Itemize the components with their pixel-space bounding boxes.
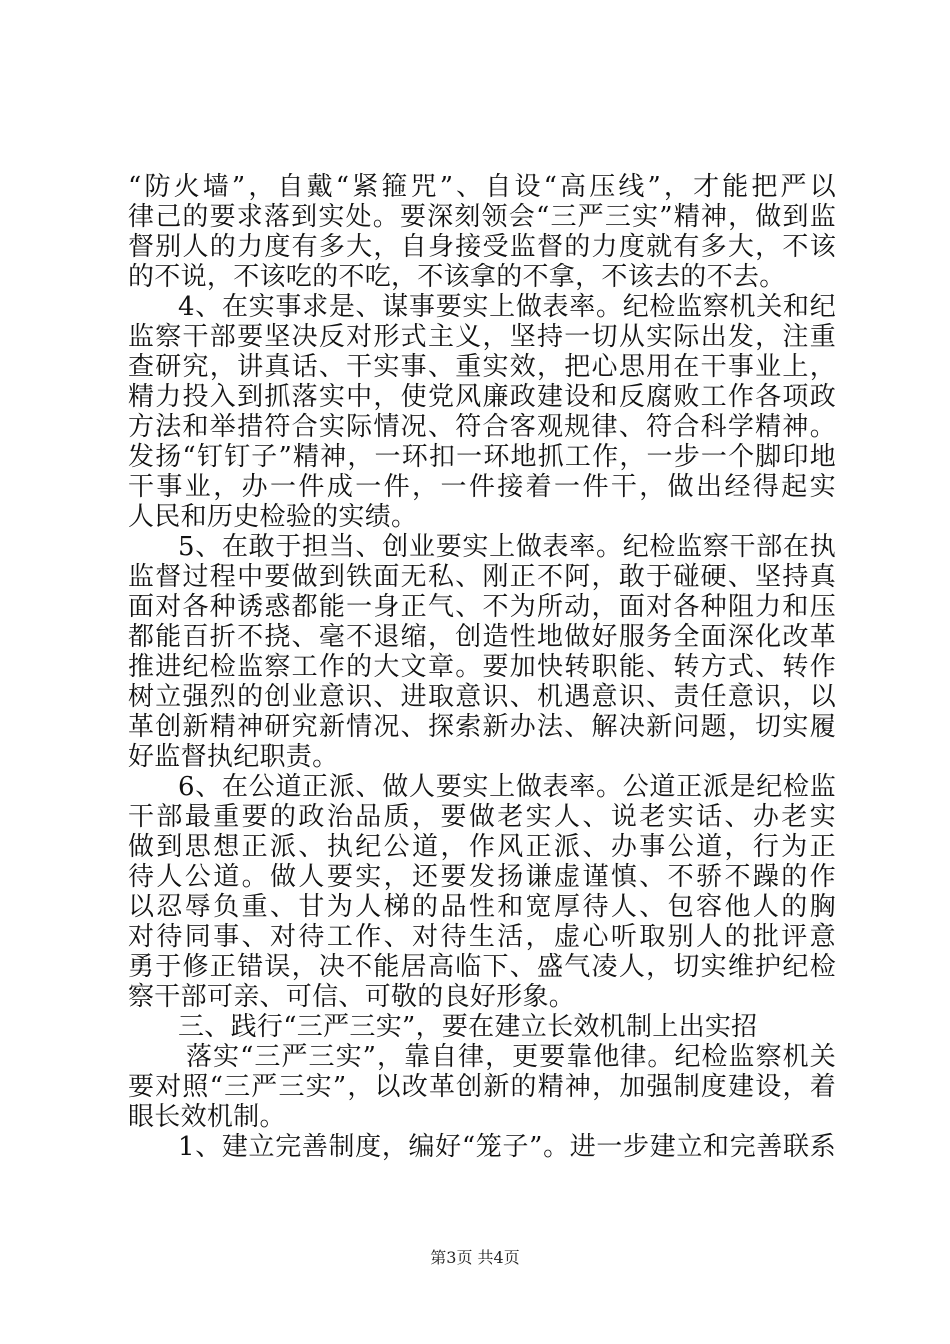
text-line: 面对各种诱惑都能一身正气、不为所动，面对各种阻力和压 [128,592,836,622]
text-line: 做到思想正派、执纪公道，作风正派、办事公道，行为正 [128,832,836,862]
text-line: 6、在公道正派、做人要实上做表率。公道正派是纪检监 [178,772,836,802]
text-line: 的不说，不该吃的不吃，不该拿的不拿，不该去的不去。 [128,262,786,292]
text-line: “防火墙”，自戴“紧箍咒”、自设“高压线”，才能把严以 [128,172,836,202]
text-line: 精力投入到抓落实中，使党风廉政建设和反腐败工作各项政 [128,382,836,412]
text-line: 以忍辱负重、甘为人梯的品性和宽厚待人、包容他人的胸 [128,892,836,922]
text-line: 三、践行“三严三实”，要在建立长效机制上出实招 [178,1012,758,1042]
text-line: 监察干部要坚决反对形式主义，坚持一切从实际出发，注重 [128,322,836,352]
text-line: 革创新精神研究新情况、探索新办法、解决新问题，切实履 [128,712,836,742]
text-line: 1、建立完善制度，编好“笼子”。进一步建立和完善联系 [178,1132,836,1162]
text-line: 好监督执纪职责。 [128,742,339,772]
text-line: 树立强烈的创业意识、进取意识、机遇意识、责任意识，以 [128,682,836,712]
text-line: 要对照“三严三实”，以改革创新的精神，加强制度建设，着 [128,1072,836,1102]
text-line: 待人公道。做人要实，还要发扬谦虚谨慎、不骄不躁的作 [128,862,836,892]
text-line: 干事业，办一件成一件，一件接着一件干，做出经得起实 [128,472,836,502]
text-line: 方法和举措符合实际情况、符合客观规律、符合科学精神。 [128,412,836,442]
text-line: 监督过程中要做到铁面无私、刚正不阿，敢于碰硬、坚持真 [128,562,836,592]
text-line: 勇于修正错误，决不能居高临下、盛气凌人，切实维护纪检 [128,952,836,982]
text-line: 落实“三严三实”，靠自律，更要靠他律。纪检监察机关 [186,1042,836,1072]
text-line: 都能百折不挠、毫不退缩，创造性地做好服务全面深化改革 [128,622,836,652]
text-line: 察干部可亲、可信、可敬的良好形象。 [128,982,576,1012]
text-line: 律己的要求落到实处。要深刻领会“三严三实”精神，做到监 [128,202,836,232]
text-line: 推进纪检监察工作的大文章。要加快转职能、转方式、转作 [128,652,836,682]
text-line: 眼长效机制。 [128,1102,286,1132]
text-line: 5、在敢于担当、创业要实上做表率。纪检监察干部在执 [178,532,836,562]
document-body [128,172,836,1162]
page-footer: 第3页 共4页 [430,1248,520,1267]
text-line: 4、在实事求是、谋事要实上做表率。纪检监察机关和纪 [178,292,836,322]
text-line: 督别人的力度有多大，自身接受监督的力度就有多大，不该 [128,232,836,262]
text-line: 对待同事、对待工作、对待生活，虚心听取别人的批评意 [128,922,836,952]
text-line: 查研究，讲真话、干实事、重实效，把心思用在干事业上， [128,352,836,382]
text-line: 人民和历史检验的实绩。 [128,502,418,532]
text-line: 发扬“钉钉子”精神，一环扣一环地抓工作，一步一个脚印地 [128,442,836,472]
text-line: 干部最重要的政治品质，要做老实人、说老实话、办老实 [128,802,836,832]
